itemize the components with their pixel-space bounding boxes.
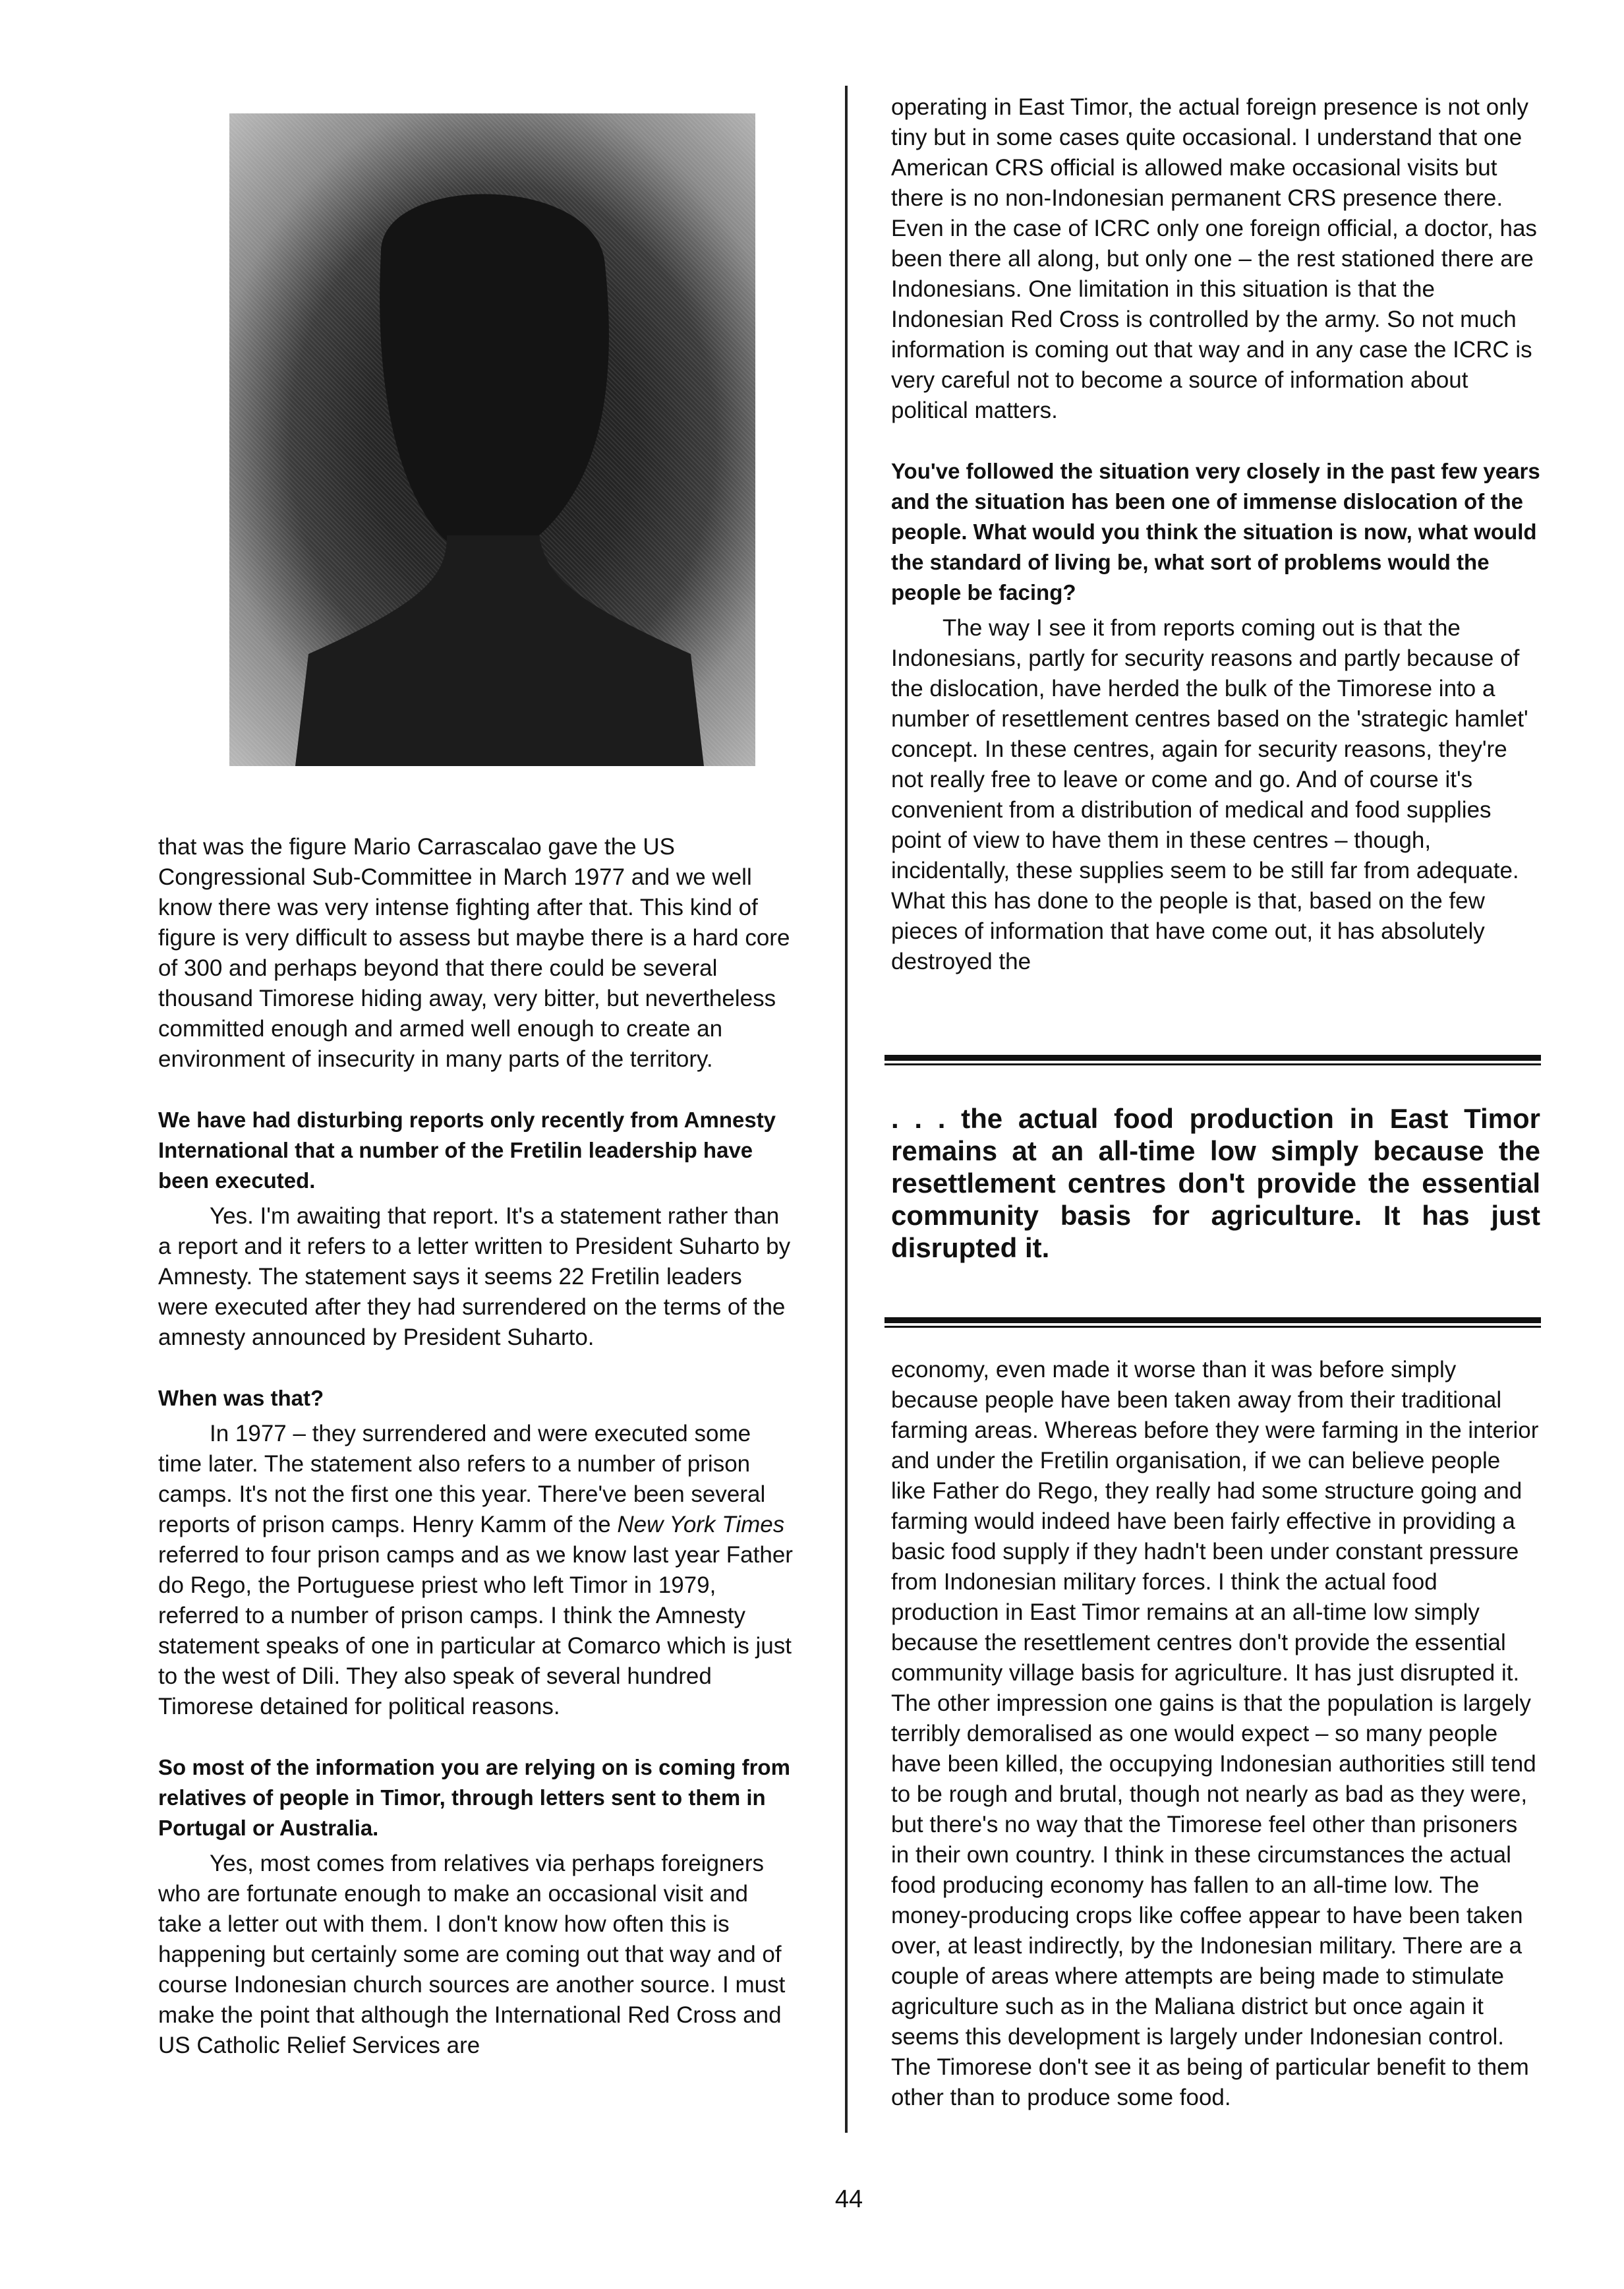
answer-information-source: Yes, most comes from relatives via perhaps foreigners who are fortunate enough to make an occasional visit and take a letter out with them. I don't know how often this is happening but certainly some are coming out that way and of course Indonesian church sources are another source. I must make the point that although the International Red Cross and US Catholic Relief Services are [158, 1851, 786, 2058]
question-amnesty: We have had disturbing reports only recently from Amnesty International that a number of the Fretilin leadership have been executed. [158, 1108, 776, 1193]
question-information-source: So most of the information you are relying on is coming from relatives of people in Timor, through letters sent to them in Portugal or Australia. [158, 1755, 790, 1840]
question-situation: You've followed the situation very closely in the past few years and the situation has been one of immense dislocation of the people. What would you think the situation is now, what would the standard of living be, what sort of problems would the people be facing? [891, 459, 1540, 605]
right-column-top [891, 92, 1540, 977]
question-when: When was that? [158, 1386, 324, 1410]
pull-quote-bottom-rule [884, 1317, 1541, 1328]
answer-when [158, 1419, 794, 1722]
answer-situation: The way I see it from reports coming out is that the Indonesians, partly for security reasons and partly because of the dislocation, have herded the bulk of the Timorese into a number of resettlement centres based on the 'strategic hamlet' concept. In these centres, again for security reasons, they're not really free to leave or come and go. And of course it's convenient from a distribution of medical and food supplies point of view to have them in these centres – though, incidentally, these supplies seem to be still far from adequate. What this has done to the people is that, based on the few pieces of information that have come out, it has absolutely destroyed the [891, 615, 1528, 974]
answer-when-text-2: referred to four prison camps and as we know last year Father do Rego, the Portuguese priest who left Timor in 1979, referred to a number of prison camps. I think the Amnesty statement speaks of one in particular at Comarco which is just to the west of Dili. They also speak of several hundred Timorese detained for political reasons. [158, 1542, 793, 1719]
answer-amnesty: Yes. I'm awaiting that report. It's a statement rather than a report and it refers to a letter written to President Suharto by Amnesty. The statement says it seems 22 Fretilin leaders were executed after they had surrendered on the terms of the amnesty announced by President Suharto. [158, 1203, 791, 1350]
pull-quote: . . . the actual food production in East Timor remains at an all-time low simply because the resettlement centres don't provide the essential community basis for agriculture. It has just disrupted it. [891, 1103, 1540, 1263]
page-number: 44 [834, 2185, 863, 2213]
left-paragraph-continuation: that was the figure Mario Carrascalao gave the US Congressional Sub-Committee in March 1977 and we well know there was very intense fighting after that. This kind of figure is very difficult to assess but maybe there is a hard core of 300 and perhaps beyond that there could be several thousand Timorese hiding away, very bitter, but nevertheless committed enough and armed well enough to create an environment of insecurity in many parts of the territory. [158, 834, 790, 1072]
publication-title: New York Times [617, 1512, 785, 1537]
answer-when-text-1: In 1977 – they surrendered and were executed some time later. The statement also refers to a number of prison camps. It's not the first one this year. There've been several reports of prison camps. Henry Kamm of the [158, 1421, 766, 1537]
left-column [158, 832, 794, 2061]
column-divider [845, 86, 848, 2133]
right-paragraph-continuation: operating in East Timor, the actual foreign presence is not only tiny but in some cases quite occasional. I understand that one American CRS official is allowed make occasional visits but there is no non-Indonesian permanent CRS presence there. Even in the case of ICRC only one foreign official, a doctor, has been there all along, but only one – the rest stationed there are Indonesians. One limitation in this situation is that the Indonesian Red Cross is controlled by the army. So not much information is coming out that way and in any case the ICRC is very careful not to become a source of information about political matters. [891, 94, 1537, 423]
portrait-figure [229, 113, 755, 766]
pull-quote-top-rule [884, 1055, 1541, 1065]
right-column-bottom [891, 1355, 1540, 2113]
portrait-photo [229, 113, 755, 766]
answer-situation-continuation: economy, even made it worse than it was before simply because people have been taken away from their traditional farming areas. Whereas before they were farming in the interior and under the Fretilin organisation, if we can believe people like Father do Rego, they really had some structure going and farming would indeed have been fairly effective in providing a basic food supply if they hadn't been under constant pressure from Indonesian military forces. I think the actual food production in East Timor remains at an all-time low simply because the resettlement centres don't provide the essential community village basis for agriculture. It has just disrupted it. The other impression one gains is that the population is largely terribly demoralised as one would expect – so many people have been killed, the occupying Indonesian authorities still tend to be rough and brutal, though not nearly as bad as they were, but there's no way that the Timorese feel other than prisoners in their own country. I think in these circumstances the actual food producing economy has fallen to an all-time low. The money-producing crops like coffee appear to have been taken over, at least indirectly, by the Indonesian military. There are a couple of areas where attempts are being made to stimulate agriculture such as in the Maliana district but once again it seems this development is largely under Indonesian control. The Timorese don't see it as being of particular benefit to them other than to produce some food. [891, 1357, 1539, 2110]
